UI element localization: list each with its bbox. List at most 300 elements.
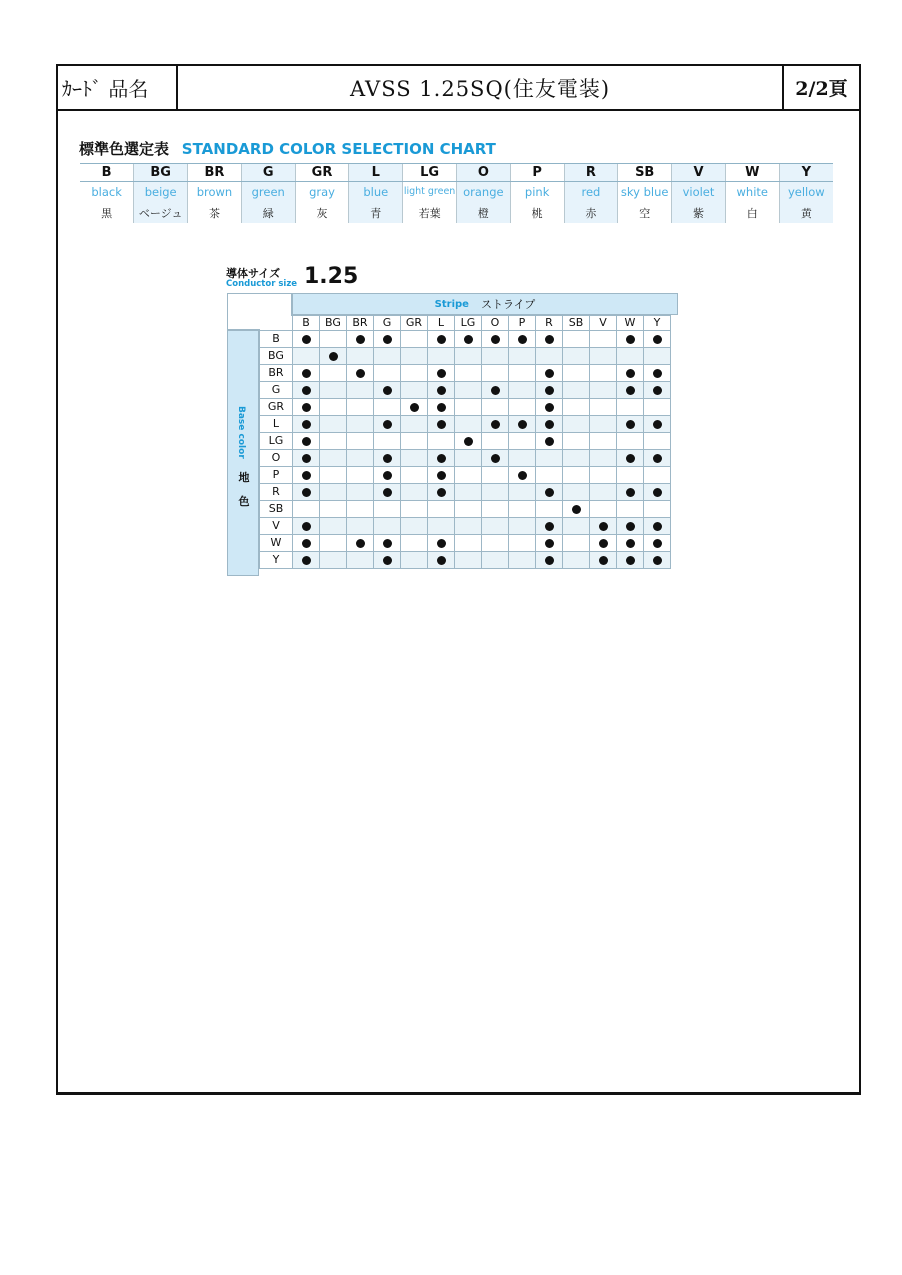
matrix-cell-o-gr <box>401 450 428 467</box>
available-dot <box>302 539 311 548</box>
matrix-cell-b-br <box>347 331 374 348</box>
matrix-cell-w-p <box>509 535 536 552</box>
available-dot <box>599 556 608 565</box>
std-color-kanji-br: 茶 <box>188 205 242 223</box>
std-color-name-bg: beige <box>134 182 188 206</box>
matrix-row-v <box>260 518 671 535</box>
available-dot <box>302 454 311 463</box>
matrix-cell-r-l <box>428 484 455 501</box>
matrix-cell-y-p <box>509 552 536 569</box>
matrix-cell-w-w <box>617 535 644 552</box>
available-dot <box>653 522 662 531</box>
matrix-cell-g-bg <box>320 382 347 399</box>
available-dot <box>545 539 554 548</box>
matrix-cell-y-lg <box>455 552 482 569</box>
available-dot <box>653 488 662 497</box>
matrix-cell-l-y <box>644 416 671 433</box>
matrix-cell-b-lg <box>455 331 482 348</box>
available-dot <box>653 386 662 395</box>
available-dot <box>356 539 365 548</box>
matrix-cell-bg-o <box>482 348 509 365</box>
available-dot <box>626 539 635 548</box>
matrix-cell-o-lg <box>455 450 482 467</box>
available-dot <box>653 335 662 344</box>
matrix-cell-br-lg <box>455 365 482 382</box>
conductor-size-label-jp: 導体サイズ <box>226 267 281 280</box>
matrix-cell-bg-l <box>428 348 455 365</box>
matrix-cell-v-r <box>536 518 563 535</box>
matrix-cell-bg-g <box>374 348 401 365</box>
available-dot <box>464 335 473 344</box>
available-dot <box>302 522 311 531</box>
matrix-cell-bg-gr <box>401 348 428 365</box>
available-dot <box>572 505 581 514</box>
standard-chart-title <box>79 138 496 159</box>
stripe-col-bg: BG <box>320 316 347 331</box>
matrix-cell-lg-sb <box>563 433 590 450</box>
matrix-cell-v-sb <box>563 518 590 535</box>
stripe-col-gr: GR <box>401 316 428 331</box>
available-dot <box>653 539 662 548</box>
available-dot <box>437 335 446 344</box>
base-color-label-jp <box>237 466 251 514</box>
std-color-kanji-b: 黒 <box>101 207 113 220</box>
matrix-cell-o-br <box>347 450 374 467</box>
stripe-col-p: P <box>509 316 536 331</box>
matrix-cell-gr-w <box>617 399 644 416</box>
available-dot <box>302 403 311 412</box>
available-dot <box>302 369 311 378</box>
header-row <box>58 66 859 111</box>
matrix-cell-y-g <box>374 552 401 569</box>
conductor-size-label-en: Conductor size <box>226 279 298 289</box>
available-dot <box>545 556 554 565</box>
standard-color-table <box>80 163 833 223</box>
page-number: 2/2頁 <box>795 78 848 100</box>
matrix-cell-g-g <box>374 382 401 399</box>
std-color-code-o: O <box>456 164 510 182</box>
matrix-cell-lg-v <box>590 433 617 450</box>
matrix-cell-b-bg <box>320 331 347 348</box>
matrix-cell-lg-o <box>482 433 509 450</box>
matrix-cell-r-w <box>617 484 644 501</box>
std-color-code-b: B <box>80 164 134 182</box>
std-color-code-g: G <box>241 164 295 182</box>
std-color-name-g: green <box>241 182 295 206</box>
matrix-cell-sb-r <box>536 501 563 518</box>
available-dot <box>437 420 446 429</box>
base-row-v: V <box>260 518 293 535</box>
matrix-cell-sb-br <box>347 501 374 518</box>
available-dot <box>383 471 392 480</box>
available-dot <box>626 369 635 378</box>
matrix-cell-w-gr <box>401 535 428 552</box>
matrix-cell-l-r <box>536 416 563 433</box>
matrix-cell-b-y <box>644 331 671 348</box>
matrix-cell-br-gr <box>401 365 428 382</box>
available-dot <box>653 420 662 429</box>
matrix-cell-p-gr <box>401 467 428 484</box>
std-color-code-l: L <box>349 164 403 182</box>
available-dot <box>437 386 446 395</box>
matrix-cell-p-w <box>617 467 644 484</box>
matrix-cell-w-bg <box>320 535 347 552</box>
matrix-cell-b-r <box>536 331 563 348</box>
matrix-cell-b-l <box>428 331 455 348</box>
matrix-cell-v-gr <box>401 518 428 535</box>
matrix-cell-l-sb <box>563 416 590 433</box>
stripe-col-r: R <box>536 316 563 331</box>
available-dot <box>545 420 554 429</box>
matrix-row-o <box>260 450 671 467</box>
matrix-cell-br-w <box>617 365 644 382</box>
matrix-cell-lg-l <box>428 433 455 450</box>
matrix-cell-r-p <box>509 484 536 501</box>
available-dot <box>383 454 392 463</box>
matrix-cell-y-b <box>293 552 320 569</box>
std-color-kanji-o: 橙 <box>456 205 510 223</box>
matrix-cell-l-gr <box>401 416 428 433</box>
available-dot <box>356 335 365 344</box>
std-color-kanji-v: 紫 <box>672 205 726 223</box>
std-color-code-w: W <box>725 164 779 182</box>
base-color-label-jp-2: 色 <box>238 495 250 508</box>
matrix-cell-p-v <box>590 467 617 484</box>
matrix-cell-o-w <box>617 450 644 467</box>
available-dot <box>383 556 392 565</box>
matrix-cell-gr-sb <box>563 399 590 416</box>
matrix-cell-y-sb <box>563 552 590 569</box>
matrix-cell-sb-sb <box>563 501 590 518</box>
base-color-label-jp-1: 地 <box>238 471 250 484</box>
matrix-cell-p-b <box>293 467 320 484</box>
base-row-br: BR <box>260 365 293 382</box>
available-dot <box>599 522 608 531</box>
std-color-code-r: R <box>564 164 618 182</box>
matrix-cell-o-y <box>644 450 671 467</box>
std-color-code-sb: SB <box>618 164 672 182</box>
matrix-cell-gr-o <box>482 399 509 416</box>
available-dot <box>491 454 500 463</box>
available-dot <box>302 420 311 429</box>
matrix-cell-y-o <box>482 552 509 569</box>
matrix-cell-sb-o <box>482 501 509 518</box>
matrix-cell-br-v <box>590 365 617 382</box>
stripe-col-br: BR <box>347 316 374 331</box>
std-color-kanji-y: 黄 <box>779 205 833 223</box>
matrix-cell-v-p <box>509 518 536 535</box>
std-color-code-y: Y <box>779 164 833 182</box>
available-dot <box>626 488 635 497</box>
matrix-row-sb <box>260 501 671 518</box>
matrix-cell-bg-b <box>293 348 320 365</box>
matrix-cell-y-v <box>590 552 617 569</box>
std-color-code-lg: LG <box>403 164 457 182</box>
matrix-cell-br-o <box>482 365 509 382</box>
available-dot <box>491 386 500 395</box>
stripe-col-l: L <box>428 316 455 331</box>
matrix-cell-l-w <box>617 416 644 433</box>
matrix-cell-w-r <box>536 535 563 552</box>
matrix-cell-br-bg <box>320 365 347 382</box>
matrix-cell-sb-v <box>590 501 617 518</box>
available-dot <box>545 335 554 344</box>
available-dot <box>653 556 662 565</box>
std-color-code-p: P <box>510 164 564 182</box>
base-row-g: G <box>260 382 293 399</box>
base-row-l: L <box>260 416 293 433</box>
matrix-cell-g-y <box>644 382 671 399</box>
matrix-cell-g-r <box>536 382 563 399</box>
matrix-cell-o-p <box>509 450 536 467</box>
matrix-cell-b-o <box>482 331 509 348</box>
matrix-cell-gr-br <box>347 399 374 416</box>
available-dot <box>545 522 554 531</box>
available-dot <box>545 369 554 378</box>
stripe-header <box>292 293 678 315</box>
matrix-cell-p-bg <box>320 467 347 484</box>
available-dot <box>302 556 311 565</box>
matrix-cell-l-o <box>482 416 509 433</box>
std-color-name-sb: sky blue <box>618 182 672 206</box>
matrix-cell-bg-bg <box>320 348 347 365</box>
matrix-cell-lg-gr <box>401 433 428 450</box>
matrix-cell-r-lg <box>455 484 482 501</box>
product-title: AVSS 1.25SQ(住友電装) <box>178 66 784 109</box>
base-row-sb: SB <box>260 501 293 518</box>
available-dot <box>383 488 392 497</box>
matrix-row-gr <box>260 399 671 416</box>
matrix-cell-lg-r <box>536 433 563 450</box>
matrix-cell-g-sb <box>563 382 590 399</box>
matrix-cell-p-p <box>509 467 536 484</box>
matrix-cell-w-y <box>644 535 671 552</box>
matrix-cell-bg-v <box>590 348 617 365</box>
available-dot <box>437 454 446 463</box>
matrix-cell-y-y <box>644 552 671 569</box>
matrix-cell-gr-g <box>374 399 401 416</box>
matrix-cell-gr-bg <box>320 399 347 416</box>
available-dot <box>302 386 311 395</box>
std-color-code-gr: GR <box>295 164 349 182</box>
bottom-double-rule <box>56 1094 861 1095</box>
stripe-col-b: B <box>293 316 320 331</box>
matrix-cell-sb-lg <box>455 501 482 518</box>
matrix-cell-p-sb <box>563 467 590 484</box>
available-dot <box>626 386 635 395</box>
matrix-cell-b-b <box>293 331 320 348</box>
available-dot <box>302 488 311 497</box>
base-row-p: P <box>260 467 293 484</box>
matrix-cell-b-p <box>509 331 536 348</box>
available-dot <box>464 437 473 446</box>
matrix-cell-lg-y <box>644 433 671 450</box>
base-row-b: B <box>260 331 293 348</box>
conductor-size-value: 1.25 <box>304 264 359 289</box>
matrix-cell-g-lg <box>455 382 482 399</box>
available-dot <box>491 420 500 429</box>
matrix-cell-gr-gr <box>401 399 428 416</box>
matrix-cell-r-sb <box>563 484 590 501</box>
base-row-y: Y <box>260 552 293 569</box>
matrix-cell-br-b <box>293 365 320 382</box>
color-combination-matrix <box>227 293 678 576</box>
std-color-kanji-r: 赤 <box>564 205 618 223</box>
matrix-row-b <box>260 331 671 348</box>
matrix-cell-o-r <box>536 450 563 467</box>
matrix-cell-sb-bg <box>320 501 347 518</box>
available-dot <box>437 471 446 480</box>
matrix-cell-v-o <box>482 518 509 535</box>
matrix-cell-g-w <box>617 382 644 399</box>
matrix-cell-v-br <box>347 518 374 535</box>
matrix-cell-l-l <box>428 416 455 433</box>
matrix-cell-br-r <box>536 365 563 382</box>
matrix-cell-bg-sb <box>563 348 590 365</box>
matrix-cell-w-g <box>374 535 401 552</box>
stripe-label-en: Stripe <box>434 298 469 310</box>
base-row-gr: GR <box>260 399 293 416</box>
matrix-cell-p-l <box>428 467 455 484</box>
matrix-cell-sb-y <box>644 501 671 518</box>
matrix-cell-v-w <box>617 518 644 535</box>
std-color-kanji-bg: ベージュ <box>134 205 188 223</box>
matrix-cell-sb-l <box>428 501 455 518</box>
matrix-cell-p-g <box>374 467 401 484</box>
matrix-cell-b-sb <box>563 331 590 348</box>
std-color-kanji-l: 青 <box>349 205 403 223</box>
matrix-cell-bg-br <box>347 348 374 365</box>
matrix-cell-bg-y <box>644 348 671 365</box>
matrix-cell-w-v <box>590 535 617 552</box>
available-dot <box>653 369 662 378</box>
card-label: ｶｰﾄﾞ 品名 <box>58 66 178 109</box>
matrix-cell-r-gr <box>401 484 428 501</box>
matrix-cell-br-sb <box>563 365 590 382</box>
available-dot <box>518 420 527 429</box>
base-row-o: O <box>260 450 293 467</box>
matrix-row-g <box>260 382 671 399</box>
available-dot <box>383 335 392 344</box>
std-color-name-br: brown <box>188 182 242 206</box>
matrix-cell-o-v <box>590 450 617 467</box>
available-dot <box>383 539 392 548</box>
matrix-cell-v-g <box>374 518 401 535</box>
matrix-cell-l-g <box>374 416 401 433</box>
std-color-kanji-w: 白 <box>725 205 779 223</box>
available-dot <box>545 437 554 446</box>
std-color-code-br: BR <box>188 164 242 182</box>
matrix-cell-y-l <box>428 552 455 569</box>
matrix-cell-br-br <box>347 365 374 382</box>
std-color-kanji-gr: 灰 <box>295 205 349 223</box>
available-dot <box>437 369 446 378</box>
matrix-cell-l-p <box>509 416 536 433</box>
available-dot <box>518 471 527 480</box>
available-dot <box>437 488 446 497</box>
matrix-cell-gr-r <box>536 399 563 416</box>
matrix-cell-o-g <box>374 450 401 467</box>
matrix-cell-br-p <box>509 365 536 382</box>
matrix-cell-gr-y <box>644 399 671 416</box>
std-color-name-o: orange <box>456 182 510 206</box>
stripe-label-jp: ストライプ <box>480 298 536 311</box>
matrix-cell-gr-v <box>590 399 617 416</box>
stripe-col-y: Y <box>644 316 671 331</box>
std-color-kanji-g: 緑 <box>241 205 295 223</box>
base-row-w: W <box>260 535 293 552</box>
available-dot <box>626 335 635 344</box>
matrix-cell-lg-lg <box>455 433 482 450</box>
matrix-cell-sb-g <box>374 501 401 518</box>
available-dot <box>302 437 311 446</box>
matrix-cell-w-l <box>428 535 455 552</box>
standard-chart-title-en: STANDARD COLOR SELECTION CHART <box>181 140 496 158</box>
matrix-cell-w-sb <box>563 535 590 552</box>
matrix-cell-w-b <box>293 535 320 552</box>
matrix-cell-sb-p <box>509 501 536 518</box>
matrix-cell-r-v <box>590 484 617 501</box>
matrix-cell-gr-p <box>509 399 536 416</box>
matrix-cell-w-br <box>347 535 374 552</box>
available-dot <box>545 403 554 412</box>
matrix-cell-r-bg <box>320 484 347 501</box>
matrix-cell-p-o <box>482 467 509 484</box>
matrix-cell-sb-w <box>617 501 644 518</box>
std-color-kanji-p: 桃 <box>510 205 564 223</box>
matrix-cell-l-lg <box>455 416 482 433</box>
matrix-cell-y-br <box>347 552 374 569</box>
matrix-cell-bg-w <box>617 348 644 365</box>
stripe-col-g: G <box>374 316 401 331</box>
std-color-name-w: white <box>725 182 779 206</box>
available-dot <box>626 522 635 531</box>
base-row-lg: LG <box>260 433 293 450</box>
matrix-cell-b-w <box>617 331 644 348</box>
standard-chart-title-jp: 標準色選定表 <box>79 140 170 158</box>
matrix-cell-bg-lg <box>455 348 482 365</box>
matrix-cell-p-y <box>644 467 671 484</box>
matrix-cell-o-o <box>482 450 509 467</box>
stripe-col-lg: LG <box>455 316 482 331</box>
matrix-cell-r-o <box>482 484 509 501</box>
base-row-r: R <box>260 484 293 501</box>
matrix-cell-g-p <box>509 382 536 399</box>
matrix-grid <box>259 315 671 569</box>
matrix-cell-r-br <box>347 484 374 501</box>
matrix-cell-v-lg <box>455 518 482 535</box>
matrix-cell-r-b <box>293 484 320 501</box>
matrix-cell-g-br <box>347 382 374 399</box>
matrix-row-w <box>260 535 671 552</box>
std-color-kanji-sb: 空 <box>618 205 672 223</box>
std-color-name-gr: gray <box>295 182 349 206</box>
stripe-col-sb: SB <box>563 316 590 331</box>
available-dot <box>383 420 392 429</box>
matrix-row-lg <box>260 433 671 450</box>
matrix-cell-y-w <box>617 552 644 569</box>
matrix-cell-l-v <box>590 416 617 433</box>
matrix-cell-bg-r <box>536 348 563 365</box>
matrix-cell-o-b <box>293 450 320 467</box>
available-dot <box>599 539 608 548</box>
matrix-cell-lg-g <box>374 433 401 450</box>
std-color-name-lg: light green <box>403 182 457 206</box>
matrix-cell-y-gr <box>401 552 428 569</box>
matrix-header-blank <box>260 316 293 331</box>
std-color-name-b: black <box>91 185 122 199</box>
available-dot <box>518 335 527 344</box>
